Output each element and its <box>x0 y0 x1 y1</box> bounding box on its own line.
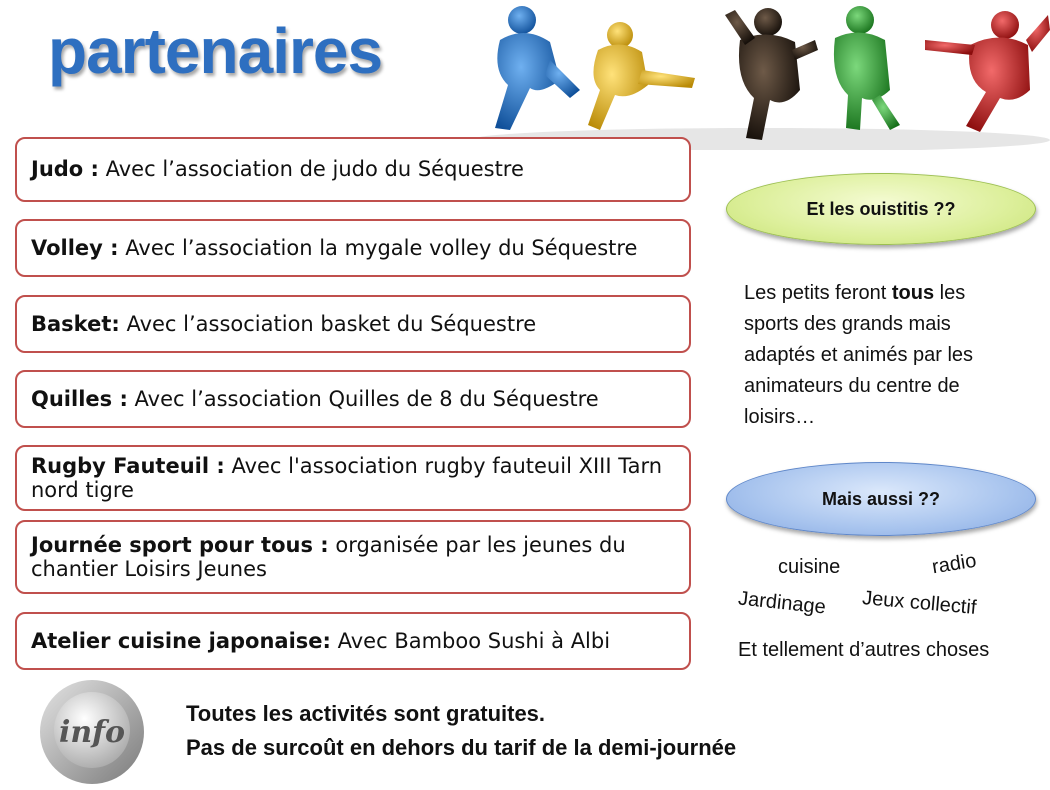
partner-journee-label: Journée sport pour tous : <box>31 532 329 557</box>
partner-basket-label: Basket: <box>31 311 120 336</box>
footer-notice <box>186 697 736 765</box>
partner-volley <box>15 219 691 277</box>
partner-rugby-text: Avec l'association rugby fauteuil XIII Tarn nord tigre <box>31 453 663 502</box>
yellow-figure <box>588 22 695 130</box>
partner-volley-label: Volley : <box>31 235 119 260</box>
footer-line-1: Toutes les activités sont gratuites. <box>186 701 546 726</box>
ouistitis-text-end: les sports des grands mais adaptés et animés par les animateurs du centre de loisirs… <box>744 282 974 428</box>
partner-quilles-label: Quilles : <box>31 386 128 411</box>
partner-rugby-label: Rugby Fauteuil : <box>31 453 225 478</box>
partner-basket-text: Avec l’association basket du Séquestre <box>119 311 537 336</box>
black-figure <box>725 8 818 140</box>
info-icon <box>36 676 148 788</box>
page-title: partenaires <box>48 15 383 87</box>
activity-more: Et tellement d’autres choses <box>738 639 990 661</box>
activity-jeux-collectif: Jeux collectif <box>861 587 978 619</box>
sports-figures-illustration <box>470 0 1050 150</box>
blue-figure <box>495 6 580 130</box>
info-badge-label: info <box>58 715 126 750</box>
ouistitis-description <box>744 278 1024 433</box>
partner-volley-text: Avec l’association la mygale volley du Séquestre <box>118 235 638 260</box>
mais-aussi-heading: Mais aussi ?? <box>726 462 1036 536</box>
partner-journee-sport <box>15 520 691 594</box>
ouistitis-text-bold: tous <box>891 282 935 304</box>
red-figure <box>925 11 1050 132</box>
partner-rugby-fauteuil <box>15 445 691 511</box>
footer-line-2: Pas de surcoût en dehors du tarif de la demi-journée <box>186 735 737 760</box>
partner-atelier-label: Atelier cuisine japonaise: <box>31 628 331 653</box>
green-figure <box>834 6 900 130</box>
partner-quilles <box>15 370 691 428</box>
partner-quilles-text: Avec l’association Quilles de 8 du Séquestre <box>127 386 599 411</box>
partner-basket <box>15 295 691 353</box>
ouistitis-heading: Et les ouistitis ?? <box>726 173 1036 245</box>
activity-radio: radio <box>930 549 978 579</box>
partner-judo <box>15 137 691 202</box>
partner-judo-text: Avec l’association de judo du Séquestre <box>98 157 524 182</box>
partner-atelier-cuisine <box>15 612 691 670</box>
partner-atelier-text: Avec Bamboo Sushi à Albi <box>330 628 611 653</box>
activity-jardinage: Jardinage <box>737 587 827 619</box>
partner-judo-label: Judo : <box>31 157 99 182</box>
ouistitis-text-start: Les petits feront <box>744 282 892 304</box>
partner-journee-text: organisée par les jeunes du chantier Loisirs Jeunes <box>31 532 626 581</box>
activity-cuisine: cuisine <box>778 556 841 578</box>
